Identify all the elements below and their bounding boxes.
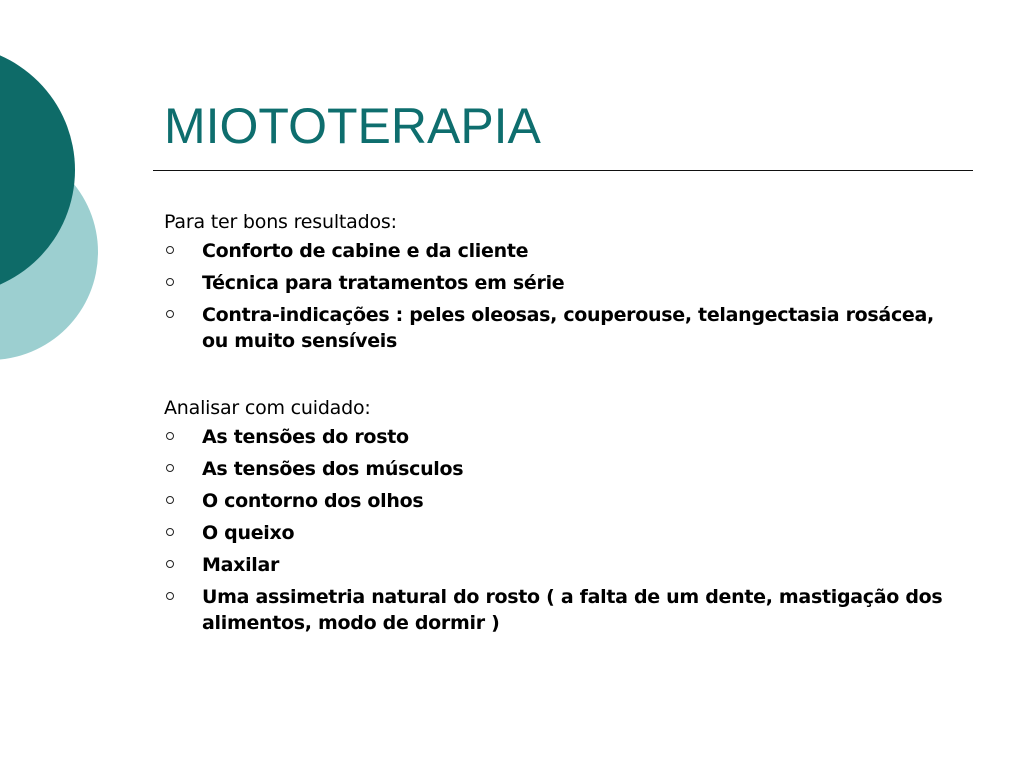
- list-item-text: Contra-indicações : peles oleosas, couperouse, telangectasia rosácea, ou muito sensíveis: [202, 304, 934, 352]
- list-item: [164, 520, 964, 546]
- list-item: [164, 424, 964, 450]
- list-item: [164, 238, 964, 264]
- bullet-circle-icon: [166, 310, 174, 318]
- list-item-text: As tensões do rosto: [202, 426, 409, 448]
- list-item: [164, 584, 964, 636]
- bullet-list: [164, 238, 964, 354]
- bullet-circle-icon: [166, 278, 174, 286]
- bullet-circle-icon: [166, 496, 174, 504]
- section-analisar: [164, 394, 964, 642]
- section-bons-resultados: [164, 208, 964, 360]
- decorative-circles: [0, 0, 120, 420]
- bullet-list: [164, 424, 964, 636]
- section-heading: Para ter bons resultados:: [164, 211, 397, 233]
- title-divider: [153, 170, 973, 171]
- bullet-circle-icon: [166, 246, 174, 254]
- bullet-circle-icon: [166, 464, 174, 472]
- list-item-text: Conforto de cabine e da cliente: [202, 240, 529, 262]
- section-heading: Analisar com cuidado:: [164, 397, 371, 419]
- list-item-text: Técnica para tratamentos em série: [202, 272, 565, 294]
- list-item: [164, 302, 964, 354]
- bullet-circle-icon: [166, 528, 174, 536]
- bullet-circle-icon: [166, 432, 174, 440]
- bullet-circle-icon: [166, 560, 174, 568]
- slide-title: MIOTOTERAPIA: [164, 98, 541, 154]
- list-item-text: O queixo: [202, 522, 295, 544]
- list-item: [164, 456, 964, 482]
- list-item-text: O contorno dos olhos: [202, 490, 424, 512]
- bullet-circle-icon: [166, 592, 174, 600]
- list-item: [164, 552, 964, 578]
- list-item-text: Uma assimetria natural do rosto ( a falta de um dente, mastigação dos alimentos, modo de dormir ): [202, 586, 943, 634]
- list-item: [164, 270, 964, 296]
- list-item-text: Maxilar: [202, 554, 280, 576]
- list-item: [164, 488, 964, 514]
- list-item-text: As tensões dos músculos: [202, 458, 464, 480]
